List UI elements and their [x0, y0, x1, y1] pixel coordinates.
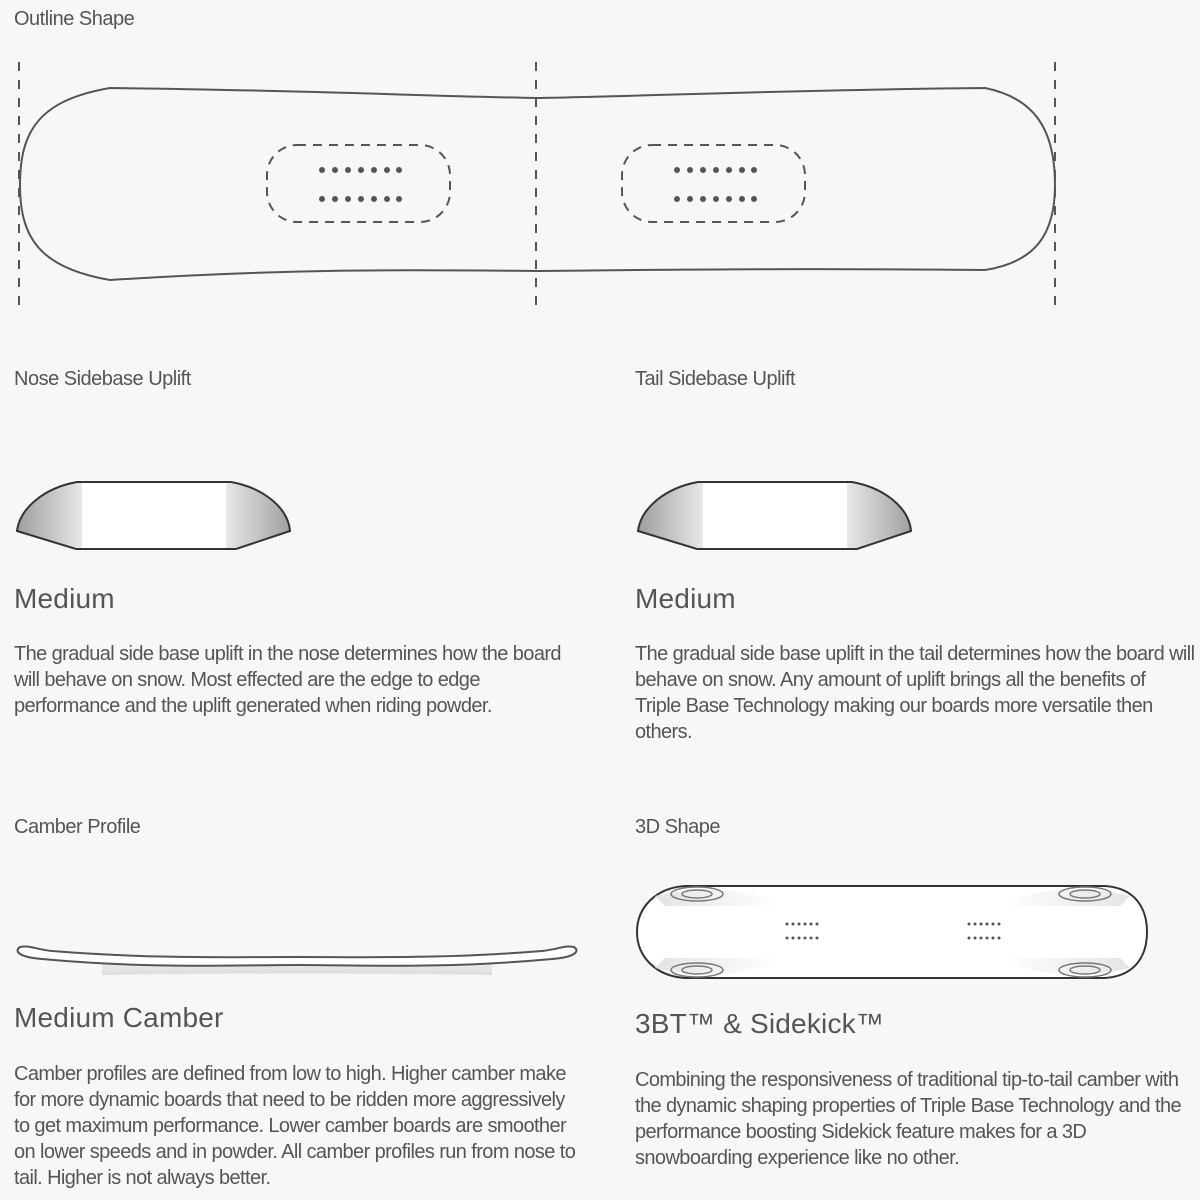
camber-profile-value: Medium Camber	[14, 1002, 224, 1033]
nose-sidebase-label: Nose Sidebase Uplift	[14, 368, 191, 390]
left-binding-zone	[267, 145, 450, 222]
tail-sidebase-label: Tail Sidebase Uplift	[635, 368, 796, 390]
tail-uplift-value: Medium	[635, 583, 736, 614]
right-insert-holes	[674, 167, 757, 202]
nose-uplift-diagram	[14, 478, 304, 558]
board-outline	[20, 88, 1055, 280]
shape-3d-diagram	[635, 882, 1155, 982]
camber-profile-description: Camber profiles are defined from low to high. Higher camber make for more dynamic boards that need to be ridden more aggressively to get maximum performance. Lower camber boards are smoother on lower speeds and in powder. All camber profiles run from nose to tail. Higher is not always better.	[14, 1063, 576, 1189]
outline-shape-label: Outline Shape	[14, 8, 135, 30]
tail-uplift-description: The gradual side base uplift in the tail determines how the board will behave on snow. Any amount of uplift brings all the benefits of Triple Base Technology making our boards more versatile then others.	[635, 643, 1195, 743]
shape-3d-description: Combining the responsiveness of traditional tip-to-tail camber with the dynamic shaping properties of Triple Base Technology and the performance boosting Sidekick feature makes for a 3D snowboarding experience like no other.	[635, 1069, 1182, 1169]
camber-profile-diagram	[12, 935, 582, 985]
camber-profile-label: Camber Profile	[14, 816, 141, 838]
tail-uplift-diagram	[635, 478, 925, 558]
left-insert-holes	[319, 167, 402, 202]
shape-3d-label: 3D Shape	[635, 816, 720, 838]
nose-uplift-value: Medium	[14, 583, 115, 614]
shape-3d-value: 3BT™ & Sidekick™	[635, 1008, 885, 1039]
nose-uplift-description: The gradual side base uplift in the nose determines how the board will behave on snow. Most effected are the edge to edge performance and the uplift generated when riding powder.	[14, 643, 561, 717]
outline-shape-diagram	[0, 0, 1200, 320]
right-binding-zone	[622, 145, 805, 222]
